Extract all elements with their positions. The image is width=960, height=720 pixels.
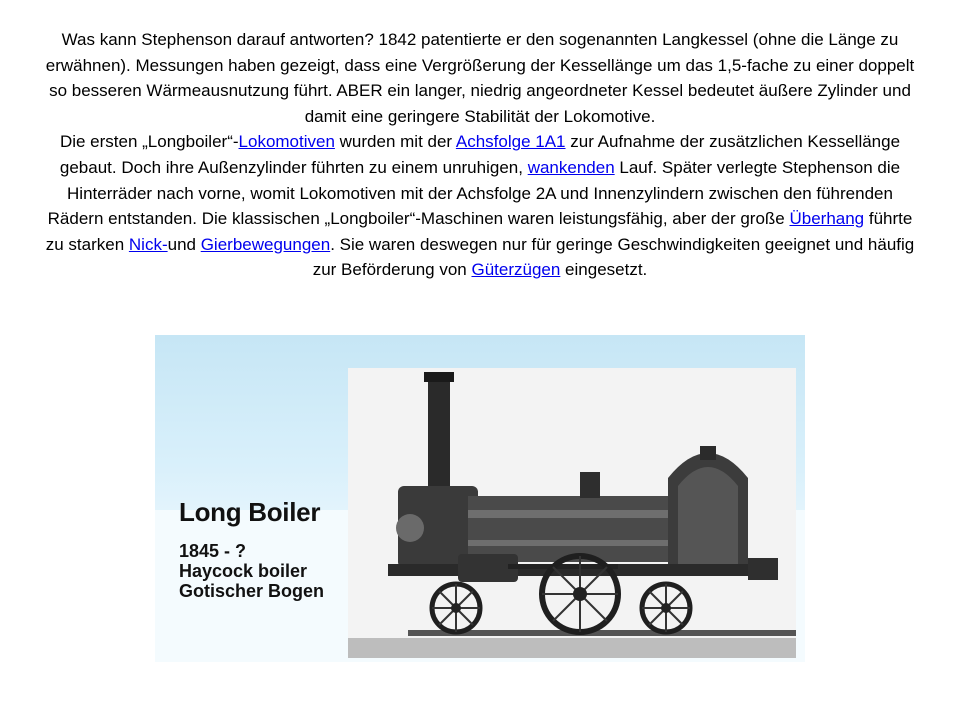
figure-caption (179, 495, 359, 601)
locomotive-photo (348, 368, 796, 658)
figure-title: Long Boiler (179, 497, 321, 527)
text-segment: und (167, 234, 201, 254)
link-wankenden[interactable]: wankenden (527, 157, 615, 177)
link-nick[interactable]: Nick- (128, 234, 168, 254)
link-ueberhang[interactable]: Überhang (789, 209, 865, 229)
figure-years: 1845 - ? (179, 541, 247, 561)
locomotive-figure (155, 335, 805, 662)
text-segment: zur Aufnahme der zusätzlichen Kessellänge gebaut. Doch ihre Außenzylinder führten zu einem unruhigen, (59, 132, 901, 177)
link-lokomotiven[interactable]: Lokomotiven (238, 132, 335, 152)
figure-arch-type: Gotischer Bogen (179, 581, 325, 601)
paragraph-2 (40, 129, 920, 283)
text-segment: . Sie waren deswegen nur für geringe Geschwindigkeiten geeignet und häufig zur Beförderung von (312, 234, 915, 280)
article-text (40, 27, 920, 283)
paragraph-1: Was kann Stephenson darauf antworten? 1842 patentierte er den sogenannten Langkessel (ohne die Länge zu erwähnen). Messungen haben gezeigt, dass eine Vergrößerung der Kessellänge um das 1,5-fache zu einer doppelt so besseren Wärmeausnutzung führt. ABER ein langer, niedrig angeordneter Kessel bedeutet äußere Zylinder und damit eine geringere Stabilität der Lokomotive. (45, 30, 915, 126)
link-achsfolge[interactable]: Achsfolge 1A1 (455, 132, 566, 152)
figure-boiler-type: Haycock boiler (179, 561, 308, 581)
text-segment: Lauf. Später verlegte Stephenson die Hinterräder nach vorne, womit Lokomotiven mit der Achsfolge 2A und Innenzylindern zwischen den führenden Rädern entstanden. Die klassischen „Longboiler“-Maschinen waren leistungsfähig, aber der große (47, 157, 901, 229)
link-gierbewegungen[interactable]: Gierbewegungen (200, 234, 331, 254)
text-segment: wurden mit der (334, 132, 456, 152)
locomotive-illustration (348, 368, 796, 658)
text-segment: eingesetzt. (560, 260, 648, 280)
text-segment: führte zu starken (45, 209, 913, 254)
link-gueterzuegen[interactable]: Güterzügen (471, 260, 561, 280)
text-segment: Die ersten „Longboiler“- (59, 132, 239, 152)
